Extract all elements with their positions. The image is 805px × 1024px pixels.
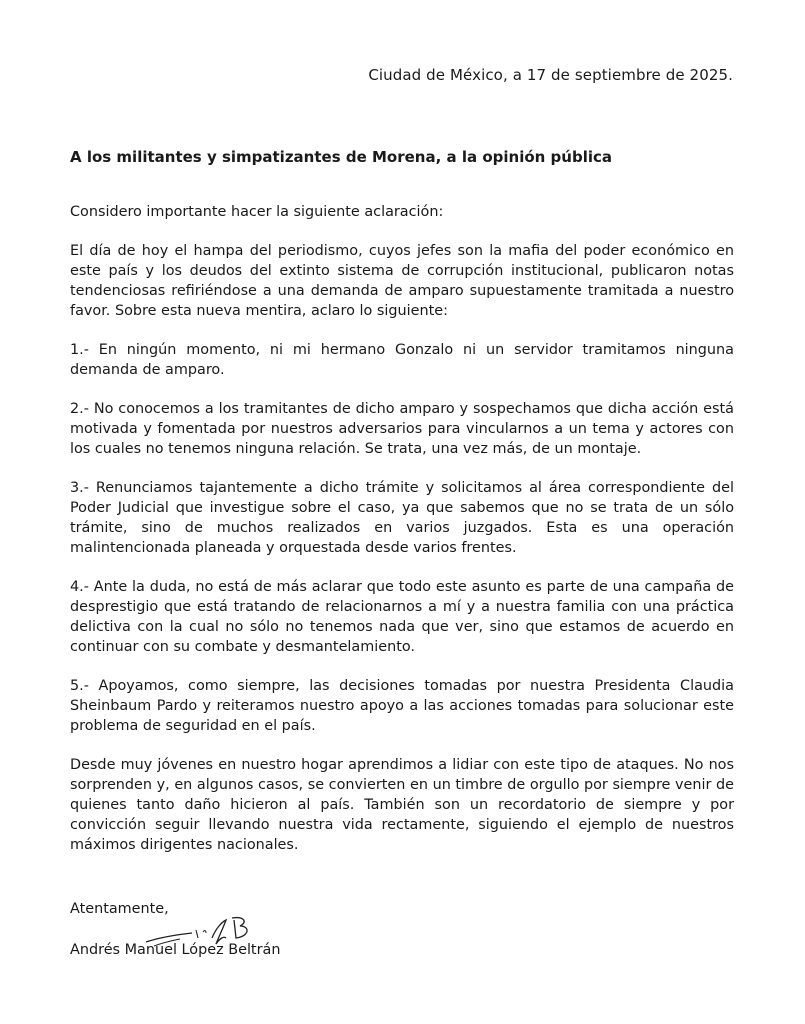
paragraph-context: El día de hoy el hampa del periodismo, cuyos jefes son la mafia del poder económico en este país y los deudos del extinto sistema de corrupción institucional, publicaron notas tendenciosas refiriéndose a una demanda de amparo supuestamente tramitada a nuestro favor. Sobre esta nueva mentira, aclaro lo siguiente: [70,243,734,319]
handwritten-signature-icon [140,908,260,968]
paragraph-point-2: 2.- No conocemos a los tramitantes de dicho amparo y sospechamos que dicha acción está motivada y fomentada por nuestros adversarios para vincularnos a un tema y actores con los cuales no tenemos ninguna relación. Se trata, una vez más, de un montaje. [70,401,734,457]
signer-name: Andrés Manuel López Beltrán [70,942,281,958]
paragraph-point-4: 4.- Ante la duda, no está de más aclarar que todo este asunto es parte de una campaña de desprestigio que está tratando de relacionarnos a mí y a nuestra familia con una práctica delictiva con la cual no sólo no tenemos nada que ver, sino que estamos de acuerdo en continuar con su combate y desmantelamiento. [70,579,734,655]
paragraph-point-3: 3.- Renunciamos tajantemente a dicho trámite y solicitamos al área correspondiente del Poder Judicial que investigue sobre el caso, ya que sabemos que no se trata de un sólo trámite, sino de muchos realizados en varios juzgados. Esta es una operación malintencionada planeada y orquestada desde varios frentes. [70,480,734,556]
date-line: Ciudad de México, a 17 de septiembre de 2025. [368,66,733,84]
paragraph-intro: Considero importante hacer la siguiente aclaración: [70,204,444,220]
paragraph-point-5: 5.- Apoyamos, como siempre, las decisiones tomadas por nuestra Presidenta Claudia Sheinbaum Pardo y reiteramos nuestro apoyo a las acciones tomadas para solucionar este problema de seguridad en el país. [70,678,734,734]
paragraph-conclusion: Desde muy jóvenes en nuestro hogar aprendimos a lidiar con este tipo de ataques. No nos sorprenden y, en algunos casos, se convierten en un timbre de orgullo por siempre venir de quienes tanto daño hicieron al país. También son un recordatorio de siempre y por convicción seguir llevando nuestra vida rectamente, siguiendo el ejemplo de nuestros máximos dirigentes nacionales. [70,757,734,853]
letter-heading: A los militantes y simpatizantes de Morena, a la opinión pública [70,148,612,166]
paragraph-point-1: 1.- En ningún momento, ni mi hermano Gonzalo ni un servidor tramitamos ninguna demanda de amparo. [70,342,734,378]
closing-line: Atentamente, [70,901,169,917]
letter-body [70,202,734,855]
